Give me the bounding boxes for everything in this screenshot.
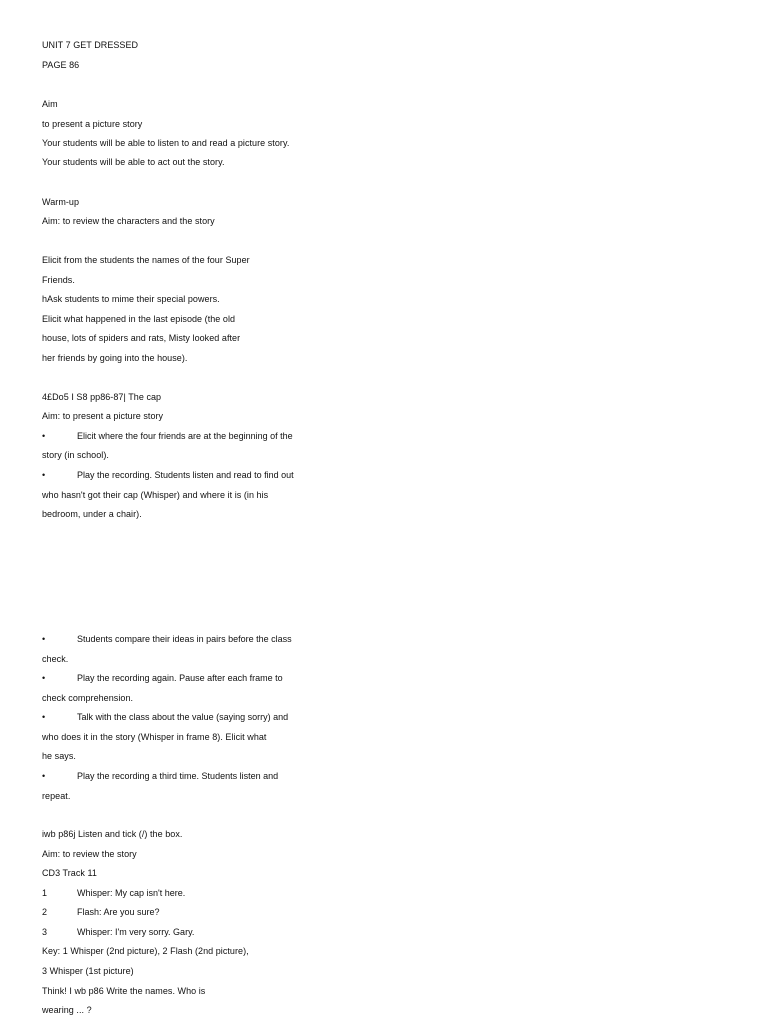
bullet-item — [42, 469, 294, 481]
page-number: PAGE 86 — [42, 60, 80, 70]
item-text: Flash: Are you sure? — [77, 907, 160, 917]
bullet-continuation: check. — [42, 654, 69, 664]
bullet-mark: • — [42, 673, 46, 683]
bullet-item — [42, 672, 283, 684]
bullet-text: Talk with the class about the value (saying sorry) and — [77, 712, 289, 722]
bullet-item — [42, 770, 278, 782]
warmup-line: Elicit what happened in the last episode (the old — [42, 314, 236, 324]
aim-line: Your students will be able to act out the story. — [42, 157, 225, 167]
bullet-continuation: repeat. — [42, 791, 71, 801]
warmup-line: hAsk students to mime their special powers. — [42, 294, 220, 304]
bullet-text: Play the recording again. Pause after each frame to — [77, 673, 283, 683]
bullet-continuation: he says. — [42, 751, 76, 761]
bullet-text: Students compare their ideas in pairs before the class — [77, 634, 292, 644]
aim-line: to present a picture story — [42, 119, 143, 129]
bullet-item — [42, 633, 292, 645]
warmup-line: house, lots of spiders and rats, Misty looked after — [42, 333, 241, 343]
answer-key-line: Key: 1 Whisper (2nd picture), 2 Flash (2nd picture), — [42, 946, 249, 956]
section-heading: iwb p86j Listen and tick (/) the box. — [42, 829, 183, 839]
section-heading: 4£Do5 I S8 pp86-87| The cap — [42, 392, 162, 402]
bullet-continuation: check comprehension. — [42, 693, 134, 703]
item-text: Whisper: My cap isn't here. — [77, 888, 186, 898]
bullet-text: Play the recording a third time. Students listen and — [77, 771, 279, 781]
bullet-continuation: who does it in the story (Whisper in frame 8). Elicit what — [42, 732, 267, 742]
think-line: Think! I wb p86 Write the names. Who is — [42, 986, 206, 996]
numbered-item — [42, 906, 160, 918]
item-text: Whisper: I'm very sorry. Gary. — [77, 927, 195, 937]
numbered-item — [42, 887, 185, 899]
aim-heading: Aim — [42, 99, 58, 109]
item-number: 3 — [42, 927, 48, 937]
bullet-mark: • — [42, 634, 46, 644]
bullet-mark: • — [42, 431, 46, 441]
bullet-text: Play the recording. Students listen and read to find out — [77, 470, 294, 480]
warmup-heading: Warm-up — [42, 197, 80, 207]
bullet-continuation: who hasn't got their cap (Whisper) and where it is (in his — [42, 490, 269, 500]
warmup-aim: Aim: to review the characters and the story — [42, 216, 215, 226]
answer-key-line: 3 Whisper (1st picture) — [42, 966, 134, 976]
warmup-line: Elicit from the students the names of the four Super — [42, 255, 250, 265]
bullet-mark: • — [42, 712, 46, 722]
bullet-item — [42, 430, 293, 442]
bullet-mark: • — [42, 470, 46, 480]
bullet-continuation: story (in school). — [42, 450, 109, 460]
track-label: CD3 Track 11 — [42, 868, 97, 878]
section-aim: Aim: to present a picture story — [42, 411, 164, 421]
bullet-continuation: bedroom, under a chair). — [42, 509, 142, 519]
bullet-item — [42, 711, 288, 723]
item-number: 2 — [42, 907, 48, 917]
item-number: 1 — [42, 888, 48, 898]
unit-title: UNIT 7 GET DRESSED — [42, 40, 139, 50]
numbered-item — [42, 926, 194, 938]
bullet-text: Elicit where the four friends are at the beginning of the — [77, 431, 293, 441]
warmup-line: her friends by going into the house). — [42, 353, 188, 363]
warmup-line: Friends. — [42, 275, 75, 285]
section-aim: Aim: to review the story — [42, 849, 137, 859]
think-line: wearing ... ? — [42, 1005, 92, 1015]
aim-line: Your students will be able to listen to and read a picture story. — [42, 138, 290, 148]
bullet-mark: • — [42, 771, 46, 781]
